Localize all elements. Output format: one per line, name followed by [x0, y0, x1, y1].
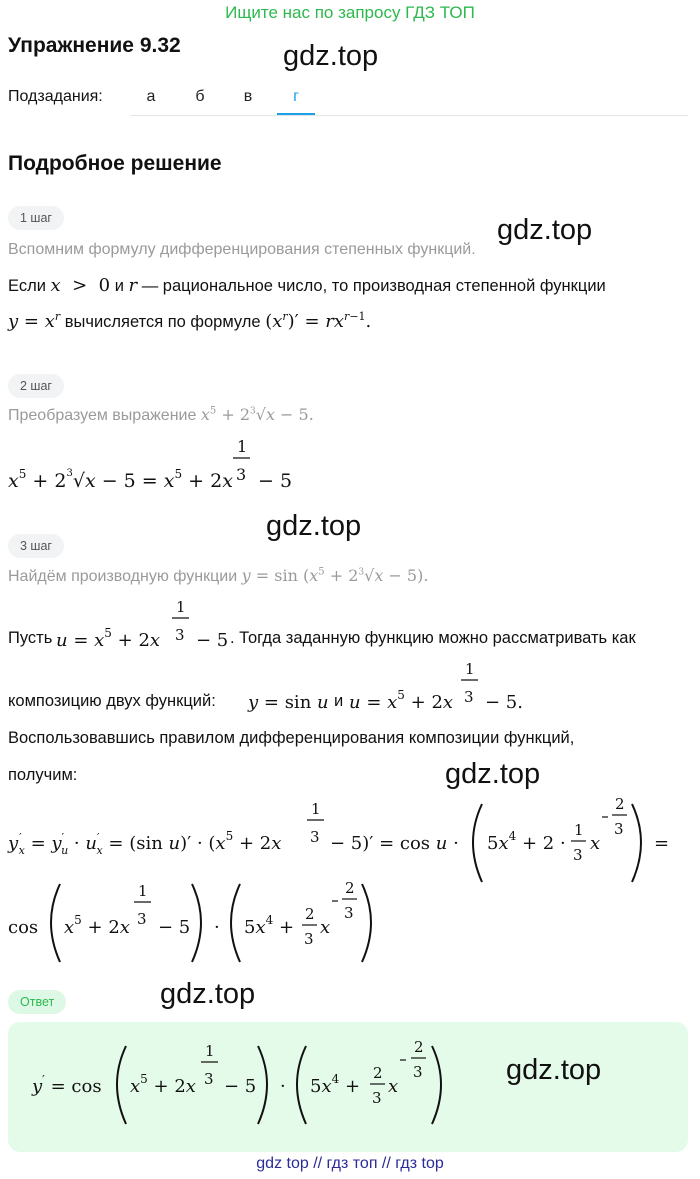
svg-text:1: 1: [176, 598, 186, 616]
svg-text:x: x: [320, 917, 331, 938]
step-3-hint: Найдём производную функции $y = \sin (x^5 + 2^3√x - 5)$.: [8, 566, 429, 585]
svg-text:3: 3: [137, 910, 147, 928]
page-title: Упражнение 9.32: [8, 34, 181, 57]
tab-v[interactable]: в: [243, 88, 253, 105]
svg-text:1: 1: [237, 437, 248, 456]
svg-text:x5 + 2x: $x^5 + 2x$: [64, 913, 130, 938]
step-2-hint: Преобразуем выражение $x^5 + 2^3√x - 5$.: [8, 405, 314, 424]
watermark: gdz.top: [506, 1054, 602, 1086]
svg-text:x5 + 23√x − 5 = x5 + 2x: $x^5 + 2^3√x - 5 = x^5 + 2x$: [8, 467, 233, 492]
step-3-let: Пусть: [8, 629, 53, 647]
svg-text:3: 3: [204, 1070, 214, 1088]
step-3-rule: Воспользовавшись правилом дифференцирования композиции функций,: [8, 729, 575, 747]
svg-text:3: 3: [310, 828, 320, 846]
watermark: gdz.top: [266, 510, 362, 542]
formula: $x^5 + 2^3√x - 5$.: [200, 405, 314, 424]
svg-text:·: ·: [280, 1076, 286, 1097]
derivative-formula: [0, 792, 700, 972]
solution-heading: Подробное решение: [8, 152, 222, 175]
svg-text:2: 2: [345, 879, 355, 897]
search-banner: Ищите нас по запросу ГДЗ ТОП: [225, 3, 475, 22]
formula: $y = x^r$: [8, 310, 61, 332]
step-3-formula-u: [56, 594, 236, 658]
svg-text:3: 3: [304, 930, 314, 948]
svg-text:1: 1: [465, 660, 475, 678]
svg-text:1: 1: [311, 800, 321, 818]
svg-text:y′x = y′u · u′x = (sin u)′ · (: y′ x = y′ u · u′ x = (sin $u)' \cdot (x^5 + 2x$: [8, 829, 282, 857]
svg-text:·: ·: [214, 917, 220, 938]
svg-text:u = x5 + 2x: $u = x^5 + 2x$: [56, 626, 161, 651]
svg-text:2: 2: [414, 1038, 424, 1056]
step-3-formula-frac: [460, 655, 540, 719]
svg-text:y = sin u: y = sin u: [248, 692, 329, 713]
tab-g[interactable]: г: [293, 88, 299, 105]
tab-a[interactable]: а: [146, 88, 156, 105]
step-3-get: получим:: [8, 766, 78, 784]
subtasks-label: Подзадания:: [8, 88, 103, 105]
svg-text:− 5.: − 5.: [485, 692, 523, 713]
watermark: gdz.top: [497, 214, 593, 246]
svg-text:3: 3: [344, 904, 354, 922]
svg-text:y′ = cos: y′ = cos: [32, 1073, 102, 1097]
svg-text:3: 3: [372, 1089, 382, 1107]
step-2-formula: [0, 430, 320, 500]
svg-text:=: =: [654, 833, 670, 854]
step-3-composition: композицию двух функций:: [8, 692, 216, 710]
svg-text:3: 3: [464, 688, 474, 706]
svg-text:x: x: [590, 833, 601, 854]
step-2-badge: 2 шаг: [8, 374, 64, 398]
svg-text:cos: cos: [8, 917, 39, 938]
step-1-badge: 1 шаг: [8, 206, 64, 230]
svg-text:1: 1: [138, 882, 148, 900]
svg-text:− 5: − 5: [224, 1076, 257, 1097]
svg-text:2: 2: [305, 905, 315, 923]
step-3-and: и: [334, 692, 344, 710]
svg-text:3: 3: [175, 626, 185, 644]
step-3-text: . Тогда заданную функцию можно рассматривать как: [230, 629, 636, 647]
svg-text:5x4 +: $5x^4$ +: [310, 1072, 361, 1097]
answer-formula: [8, 1022, 468, 1152]
svg-text:− 5)′ = cos u ·: − 5)′ = cos u ·: [330, 833, 459, 854]
svg-text:5x4 + 2 ·: $5x^4 + 2$ ·: [487, 829, 566, 854]
svg-text:3: 3: [236, 465, 247, 484]
watermark: gdz.top: [160, 978, 256, 1010]
svg-text:x: x: [388, 1076, 399, 1097]
formula: $y = \sin (x^5 + 2^3√x - 5)$.: [241, 566, 429, 585]
step-3-badge: 3 шаг: [8, 534, 64, 558]
svg-text:5x4 +: $5x^4$ +: [244, 913, 295, 938]
svg-text:− 5: − 5: [196, 630, 229, 651]
svg-text:− 5: − 5: [258, 470, 293, 492]
tab-b[interactable]: б: [195, 88, 205, 105]
footer-links[interactable]: gdz top // гдз топ // гдз top: [256, 1155, 444, 1172]
tabs-divider: [130, 115, 688, 116]
svg-text:2: 2: [373, 1064, 383, 1082]
svg-text:u = x5 + 2x: $u = x^5 + 2x$: [349, 688, 454, 713]
svg-text:− 5: − 5: [158, 917, 191, 938]
step-1-line-2: $y = x^r$ вычисляется по формуле $(x^r)' = rx^{r-1}$.: [8, 310, 372, 332]
svg-text:2: 2: [615, 795, 625, 813]
svg-text:1: 1: [205, 1042, 215, 1060]
svg-text:1: 1: [574, 821, 584, 839]
watermark: gdz.top: [283, 40, 379, 72]
formula: x > 0: [50, 275, 111, 296]
formula: $(x^r)' = rx^{r-1}$.: [265, 310, 372, 332]
svg-text:x5 + 2x: $x^5 + 2x$: [130, 1072, 196, 1097]
step-1-line-1: Если x > 0 и r — рациональное число, то производная степенной функции: [8, 275, 606, 296]
step-1-hint: Вспомним формулу дифференцирования степенных функций.: [8, 241, 476, 258]
formula: r: [128, 275, 138, 296]
answer-badge: Ответ: [8, 990, 66, 1014]
svg-text:3: 3: [573, 846, 583, 864]
svg-text:3: 3: [614, 820, 624, 838]
svg-text:3: 3: [413, 1063, 423, 1081]
active-tab-indicator: [277, 113, 315, 115]
watermark: gdz.top: [445, 758, 541, 790]
